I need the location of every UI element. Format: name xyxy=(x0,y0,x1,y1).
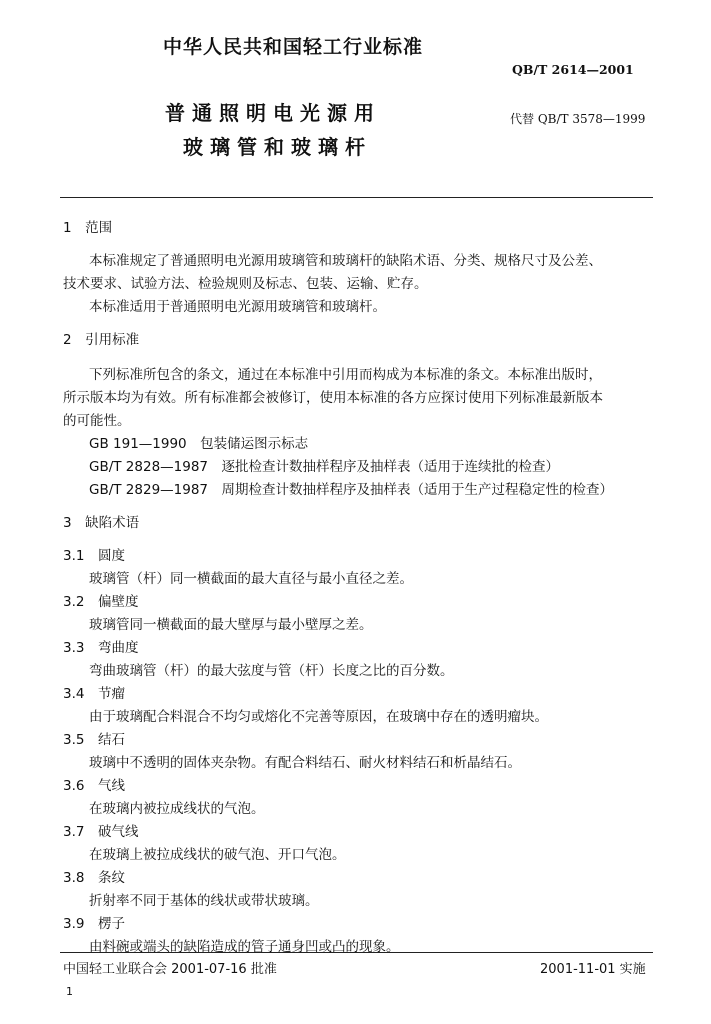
replaces-standard: 代替 QB/T 3578—1999 xyxy=(510,112,646,126)
term-definition: 由于玻璃配合料混合不均匀或熔化不完善等原因，在玻璃中存在的透明瘤块。 xyxy=(89,709,548,725)
term-heading: 3.5 结石 xyxy=(63,732,125,748)
term-definition: 折射率不同于基体的线状或带状玻璃。 xyxy=(89,893,319,909)
term-definition: 玻璃管同一横截面的最大壁厚与最小壁厚之差。 xyxy=(89,617,373,633)
term-definition: 玻璃中不透明的固体夹杂物。有配合料结石、耐火材料结石和析晶结石。 xyxy=(89,755,521,771)
section-2-paragraph-line-3: 的可能性。 xyxy=(63,413,131,429)
section-1-paragraph-1-line-1: 本标准规定了普通照明电光源用玻璃管和玻璃杆的缺陷术语、分类、规格尺寸及公差、 xyxy=(89,253,602,269)
header-divider xyxy=(60,197,653,198)
term-heading: 3.1 圆度 xyxy=(63,548,125,564)
term-definition: 弯曲玻璃管（杆）的最大弦度与管（杆）长度之比的百分数。 xyxy=(89,663,454,679)
term-definition: 在玻璃内被拉成线状的气泡。 xyxy=(89,801,265,817)
term-heading: 3.9 楞子 xyxy=(63,916,125,932)
implementation-date: 2001-11-01 实施 xyxy=(540,962,646,977)
term-heading: 3.3 弯曲度 xyxy=(63,640,139,656)
reference-item: GB 191—1990 包装储运图示标志 xyxy=(89,436,309,452)
approval-date: 中国轻工业联合会 2001-07-16 批准 xyxy=(63,962,277,977)
page-number: 1 xyxy=(66,985,73,998)
term-definition: 由料碗或端头的缺陷造成的管子通身凹或凸的现象。 xyxy=(89,939,400,955)
section-2-heading: 2 引用标准 xyxy=(63,332,140,348)
term-heading: 3.7 破气线 xyxy=(63,824,139,840)
term-definition: 在玻璃上被拉成线状的破气泡、开口气泡。 xyxy=(89,847,346,863)
section-1-paragraph-1-line-2: 技术要求、试验方法、检验规则及标志、包装、运输、贮存。 xyxy=(63,276,428,292)
industry-standard-heading: 中华人民共和国轻工行业标准 xyxy=(163,36,424,58)
section-1-heading: 1 范围 xyxy=(63,220,113,236)
term-heading: 3.4 节瘤 xyxy=(63,686,125,702)
section-1-paragraph-2: 本标准适用于普通照明电光源用玻璃管和玻璃杆。 xyxy=(89,299,386,315)
footer-divider xyxy=(60,952,653,953)
section-2-paragraph-line-2: 所示版本均为有效。所有标准都会被修订，使用本标准的各方应探讨使用下列标准最新版本 xyxy=(63,390,603,406)
document-title-line2: 玻璃管和玻璃杆 xyxy=(183,135,372,159)
term-heading: 3.2 偏壁度 xyxy=(63,594,139,610)
document-title-line1: 普通照明电光源用 xyxy=(165,101,381,125)
section-3-heading: 3 缺陷术语 xyxy=(63,515,140,531)
standard-code: QB/T 2614—2001 xyxy=(512,62,634,77)
term-heading: 3.8 条纹 xyxy=(63,870,125,886)
reference-item: GB/T 2828—1987 逐批检查计数抽样程序及抽样表（适用于连续批的检查） xyxy=(89,459,560,475)
reference-item: GB/T 2829—1987 周期检查计数抽样程序及抽样表（适用于生产过程稳定性的检查） xyxy=(89,482,614,498)
term-definition: 玻璃管（杆）同一横截面的最大直径与最小直径之差。 xyxy=(89,571,413,587)
term-heading: 3.6 气线 xyxy=(63,778,125,794)
section-2-paragraph-line-1: 下列标准所包含的条文，通过在本标准中引用而构成为本标准的条文。本标准出版时， xyxy=(89,367,602,383)
